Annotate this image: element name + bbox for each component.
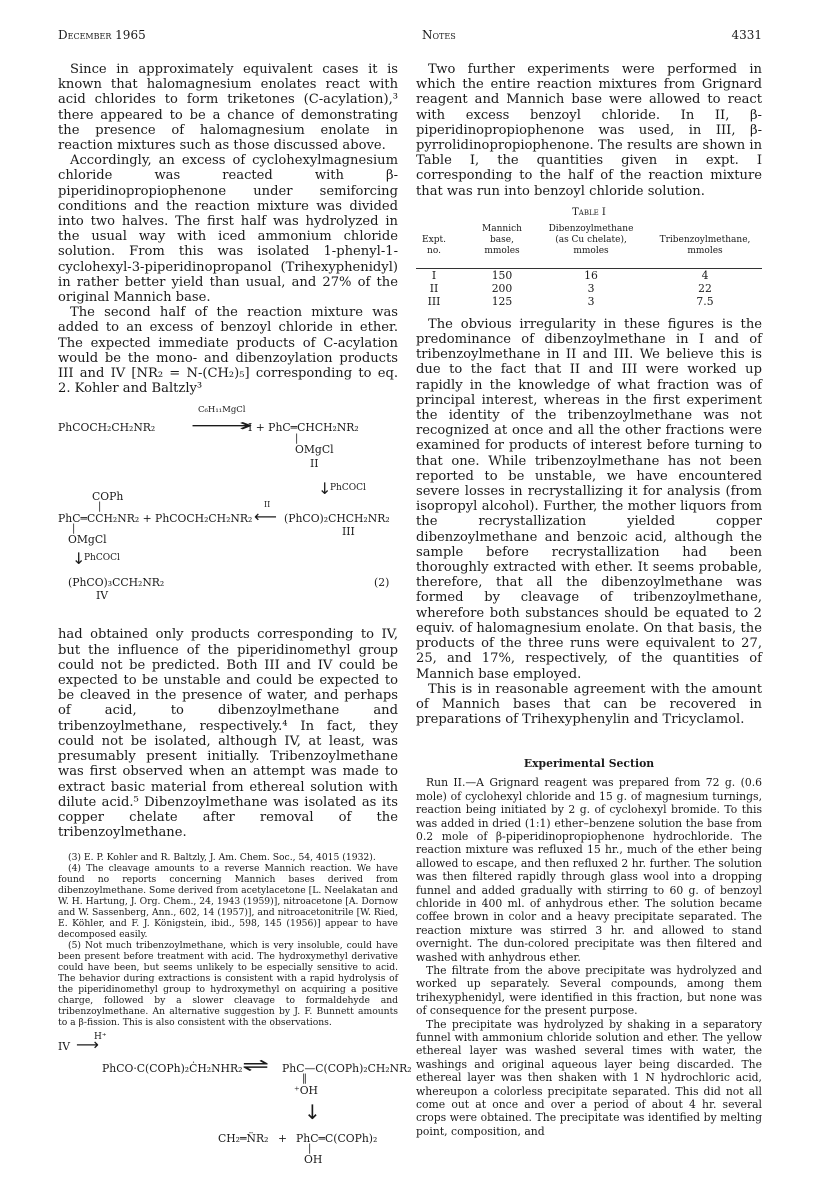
scheme-phcocl-1: PhCOCl	[330, 483, 366, 494]
body-paragraph: This is in reasonable agreement with the amount of Mannich bases that can be recovered in preparations of Trihexyphenylin and Tricyclamol.	[416, 681, 762, 728]
scheme2-oh-top: ⁺OH	[294, 1084, 318, 1098]
reaction-scheme-eq2: PhCOCH₂CH₂NR₂ C₆H₁₁MgCl ⟶ I + PhC═CHCH₂NR₂ | OMgCl II ↓ PhCOCl COPh | PhC═CCH₂NR₂ + PhCOCH₂CH₂NR₂ II ⟵ (PhCO)₂CHCH₂NR₂ III | OMgCl ↓ PhCOCl (PhCO)₃CCH₂NR₂ (2) IV	[58, 405, 390, 603]
table-row: III 125 3 7.5	[427, 294, 714, 308]
table-header: mmoles	[687, 245, 723, 256]
body-paragraph: Since in approximately equivalent cases it is known that halomagnesium enolates react with acid chlorides to form triketones (C-acylation),³ there appeared to be a chance of demonstrating the presence of halomagnesium enolate in reaction mixtures such as those discussed above.	[58, 62, 398, 154]
experimental-section	[416, 776, 762, 1138]
table-header: Tribenzoylmethane,	[659, 234, 751, 245]
scheme2-plus: +	[278, 1132, 288, 1146]
cleavage-scheme: H⁺ IV ⟶ PhCO·C(COPh)₂ĊH₂NHR₂ ⇌ PhC—C(COPh)₂CH₂NR₂ ‖ ⁺OH ↓ CH₂═N̈R₂ + PhC═C(COPh)₂ | OH	[58, 1032, 412, 1167]
table-header: mmoles	[484, 245, 520, 256]
scheme2-h-label: H⁺	[94, 1032, 107, 1043]
table-header: mmoles	[573, 245, 609, 256]
experimental-paragraph: Run II.—A Grignard reagent was prepared from 72 g. (0.6 mole) of cyclohexyl chloride and 15 g. of magnesium turnings, reaction being initiated by 2 g. of cyclohexyl bromide. To this was added in dried (1:1) ether–benzene solution the base from 0.2 mole of β-piperidinopropiophenone hydrochloride. The reaction mixture was refluxed 15 hr., much of the ether being allowed to escape, and then refluxed 2 hr. further. The solution was then filtered rapidly through glass wool into a dropping funnel and added gradually with stirring to 60 g. of benzoyl chloride in 400 ml. of anhydrous ether. The solution became coffee brown in color and a heavy precipitate separated. The reaction mixture was stirred 3 hr. and allowed to stand overnight. The dun-colored precipitate was then filtered and washed with anhydrous ether.	[416, 776, 762, 964]
scheme2-start: IV	[58, 1040, 71, 1054]
down-arrow-icon: ↓	[72, 549, 86, 569]
experimental-paragraph: The precipitate was hydrolyzed by shaking in a separatory funnel with ammonium chloride solution and ether. The yellow ethereal layer was washed several times with water, the washings and original aqueous layer being discarded. The ethereal layer was then shaken with 1 N hydrochloric acid, whereupon a colorless precipitate separated. This did not all come out at once and over a period of about 4 hr. several crops were obtained. The precipitate was identified by melting point, composition, and	[416, 1017, 762, 1138]
scheme2-product-2: PhC═C(COPh)₂	[296, 1132, 378, 1146]
table-row: II 200 3 22	[429, 281, 712, 295]
section-heading: Experimental Section	[523, 757, 655, 771]
scheme-phcocl-2: PhCOCl	[84, 553, 120, 564]
scheme2-left-species: PhCO·C(COPh)₂ĊH₂NHR₂	[102, 1062, 243, 1076]
down-arrow-icon: ↓	[318, 479, 332, 499]
footnote-5: (5) Not much tribenzoylmethane, which is very insoluble, could have been present before treatment with acid. The hydroxymethyl derivative could have been, but seems unlikely to be especially sensitive to acid. The behavior during extractions is consistent with a rapid hydrolysis of the piperidinomethyl group to hydroxymethyl on acquiring a positive charge, followed by a slower cleavage to formaldehyde and tribenzoylmethane. An alternative suggestion by J. F. Bunnett amounts to a β-fission. This is also consistent with the observations.	[58, 940, 398, 1029]
header-page-number: 4331	[731, 28, 762, 42]
scheme2-product-1: CH₂═N̈R₂	[218, 1132, 269, 1146]
scheme2-arrow: ⟶	[76, 1035, 99, 1055]
table-1	[416, 206, 762, 308]
left-column	[58, 62, 412, 1182]
body-paragraph: Accordingly, an excess of cyclohexylmagnesium chloride was reacted with β-piperidinopropiophenone under semiforcing conditions and the reaction mixture was divided into two halves. The first half was hydrolyzed in the usual way with iced ammonium chloride solution. From this was isolated 1-phenyl-1-cyclohexyl-3-piperidinopropanol (Trihexyphenidyl) in rather better yield than usual, and 27% of the original Mannich base.	[58, 153, 398, 306]
scheme-reagent: C₆H₁₁MgCl	[198, 405, 246, 416]
table-header: Dibenzoylmethane	[548, 223, 634, 234]
scheme2-down-arrow: ↓	[304, 1100, 321, 1125]
scheme2-right-species: PhC—C(COPh)₂CH₂NR₂	[282, 1062, 412, 1076]
table-header: Mannich	[482, 223, 522, 234]
scheme-omgcl-b: OMgCl	[68, 533, 107, 547]
equation-number: (2)	[374, 576, 390, 590]
scheme-forward-arrow: ⟶	[190, 416, 254, 437]
footnote-4: (4) The cleavage amounts to a reverse Mannich reaction. We have found no reports concerning Mannich bases derived from dibenzoylmethane. Some derived from acetylacetone [L. Neelakatan and W. H. Hartung, J. Org. Chem., 24, 1943 (1959)], nitroacetone [A. Dornow and W. Sassenberg, Ann., 602, 14 (1957)], and nitroacetonitrile [W. Ried, E. Köhler, and F. J. Königstein, ibid., 598, 145 (1956)] appear to have decomposed easily.	[58, 863, 398, 941]
scheme-line2-left: PhC═CCH₂NR₂ + PhCOCH₂CH₂NR₂	[58, 512, 253, 526]
scheme-product-iv: (PhCO)₃CCH₂NR₂	[68, 576, 165, 590]
body-paragraph: Two further experiments were performed in which the entire reaction mixtures from Grignard reagent and Mannich base were allowed to react with excess benzoyl chloride. In II, β-piperidinopropiophenone was used, in III, β-pyrrolidinopropiophenone. The results are shown in Table I, the quantities given in expt. I corresponding to the half of the reaction mixture that was run into benzoyl chloride solution.	[416, 62, 762, 199]
scheme-coph: COPh	[92, 490, 124, 504]
header-date: December 1965	[58, 28, 146, 42]
table-row: I 150 16 4	[431, 268, 709, 282]
body-paragraph: The obvious irregularity in these figures is the predominance of dibenzoylmethane in I and of tribenzoylmethane in II and III. We believe this is due to the fact that II and III were worked up rapidly in the knowledge of what fraction was of principal interest, whereas in the first experiment the identity of the tribenzoylmethane was not recognized at once and all the other fractions were examined for products of interest before turning to that one. While tribenzoylmethane has not been reported to be unstable, we have encountered severe losses in recrystallizing it for analysis (from isopropyl alcohol). Further, the mother liquors from the recrystallization yielded copper dibenzoylmethane and benzoic acid, although the sample before recrystallization had been thoroughly extracted with ether. It seems probable, therefore, that all the dibenzoylmethane was formed by cleavage of tribenzoylmethane, wherefore both substances should be equated to 2 equiv. of halomagnesium enolate. On that basis, the products of the three runs were equivalent to 27, 25, and 17%, respectively, of the quantities of Mannich base employed.	[416, 316, 762, 682]
footnotes	[58, 852, 398, 1028]
header-section: Notes	[422, 28, 456, 42]
right-column	[416, 62, 762, 1138]
scheme-label-iv: IV	[96, 589, 109, 603]
table-title: Table I	[572, 206, 606, 218]
running-header	[58, 28, 762, 44]
scheme-label-iii: III	[342, 525, 355, 539]
body-paragraph: The second half of the reaction mixture was added to an excess of benzoyl chloride in ether. The expected immediate products of C-acylation would be the mono- and dibenzoylation products III and IV [NR₂ = N-(CH₂)₅] corresponding to eq. 2. Kohler and Baltzly³	[58, 305, 398, 397]
experimental-paragraph: The filtrate from the above precipitate was hydrolyzed and worked up separately. Several compounds, among them trihexyphenidyl, were identified in this fraction, but none was of consequence for the present purpose.	[416, 964, 762, 1018]
scheme-label-ii: II	[310, 457, 319, 471]
body-paragraph: had obtained only products corresponding to IV, but the influence of the piperidinomethyl group could not be predicted. Both III and IV could be expected to be unstable and could be expected to be cleaved in the presence of water, and perhaps of acid, to dibenzoylmethane and tribenzoylmethane, respectively.⁴ In fact, they could not be isolated, although IV, at least, was presumably present initially. Tribenzoylmethane was first observed when an attempt was made to extract basic material from ethereal solution with dilute acid.⁵ Dibenzoylmethane was isolated as its copper chelate after removal of the tribenzoylmethane.	[58, 627, 398, 841]
scheme2-equilibrium: ⇌	[242, 1055, 270, 1077]
scheme-omgcl-a: OMgCl	[295, 443, 334, 457]
scheme-back-arrow: ⟵	[254, 507, 277, 527]
table-header: base,	[490, 234, 514, 245]
table-header: (as Cu chelate),	[555, 234, 627, 245]
scheme-reactant: PhCOCH₂CH₂NR₂	[58, 421, 156, 435]
table-header: Expt.	[422, 234, 446, 245]
scheme-product-a: I + PhC═CHCH₂NR₂	[248, 421, 359, 435]
scheme2-oh-bottom: OH	[304, 1153, 323, 1167]
table-header: no.	[427, 245, 441, 256]
footnote-3: (3) E. P. Kohler and R. Baltzly, J. Am. Chem. Soc., 54, 4015 (1932).	[68, 852, 376, 864]
scheme-arrow-label: II	[264, 500, 271, 510]
scheme-line2-right: (PhCO)₂CHCH₂NR₂	[284, 512, 390, 526]
